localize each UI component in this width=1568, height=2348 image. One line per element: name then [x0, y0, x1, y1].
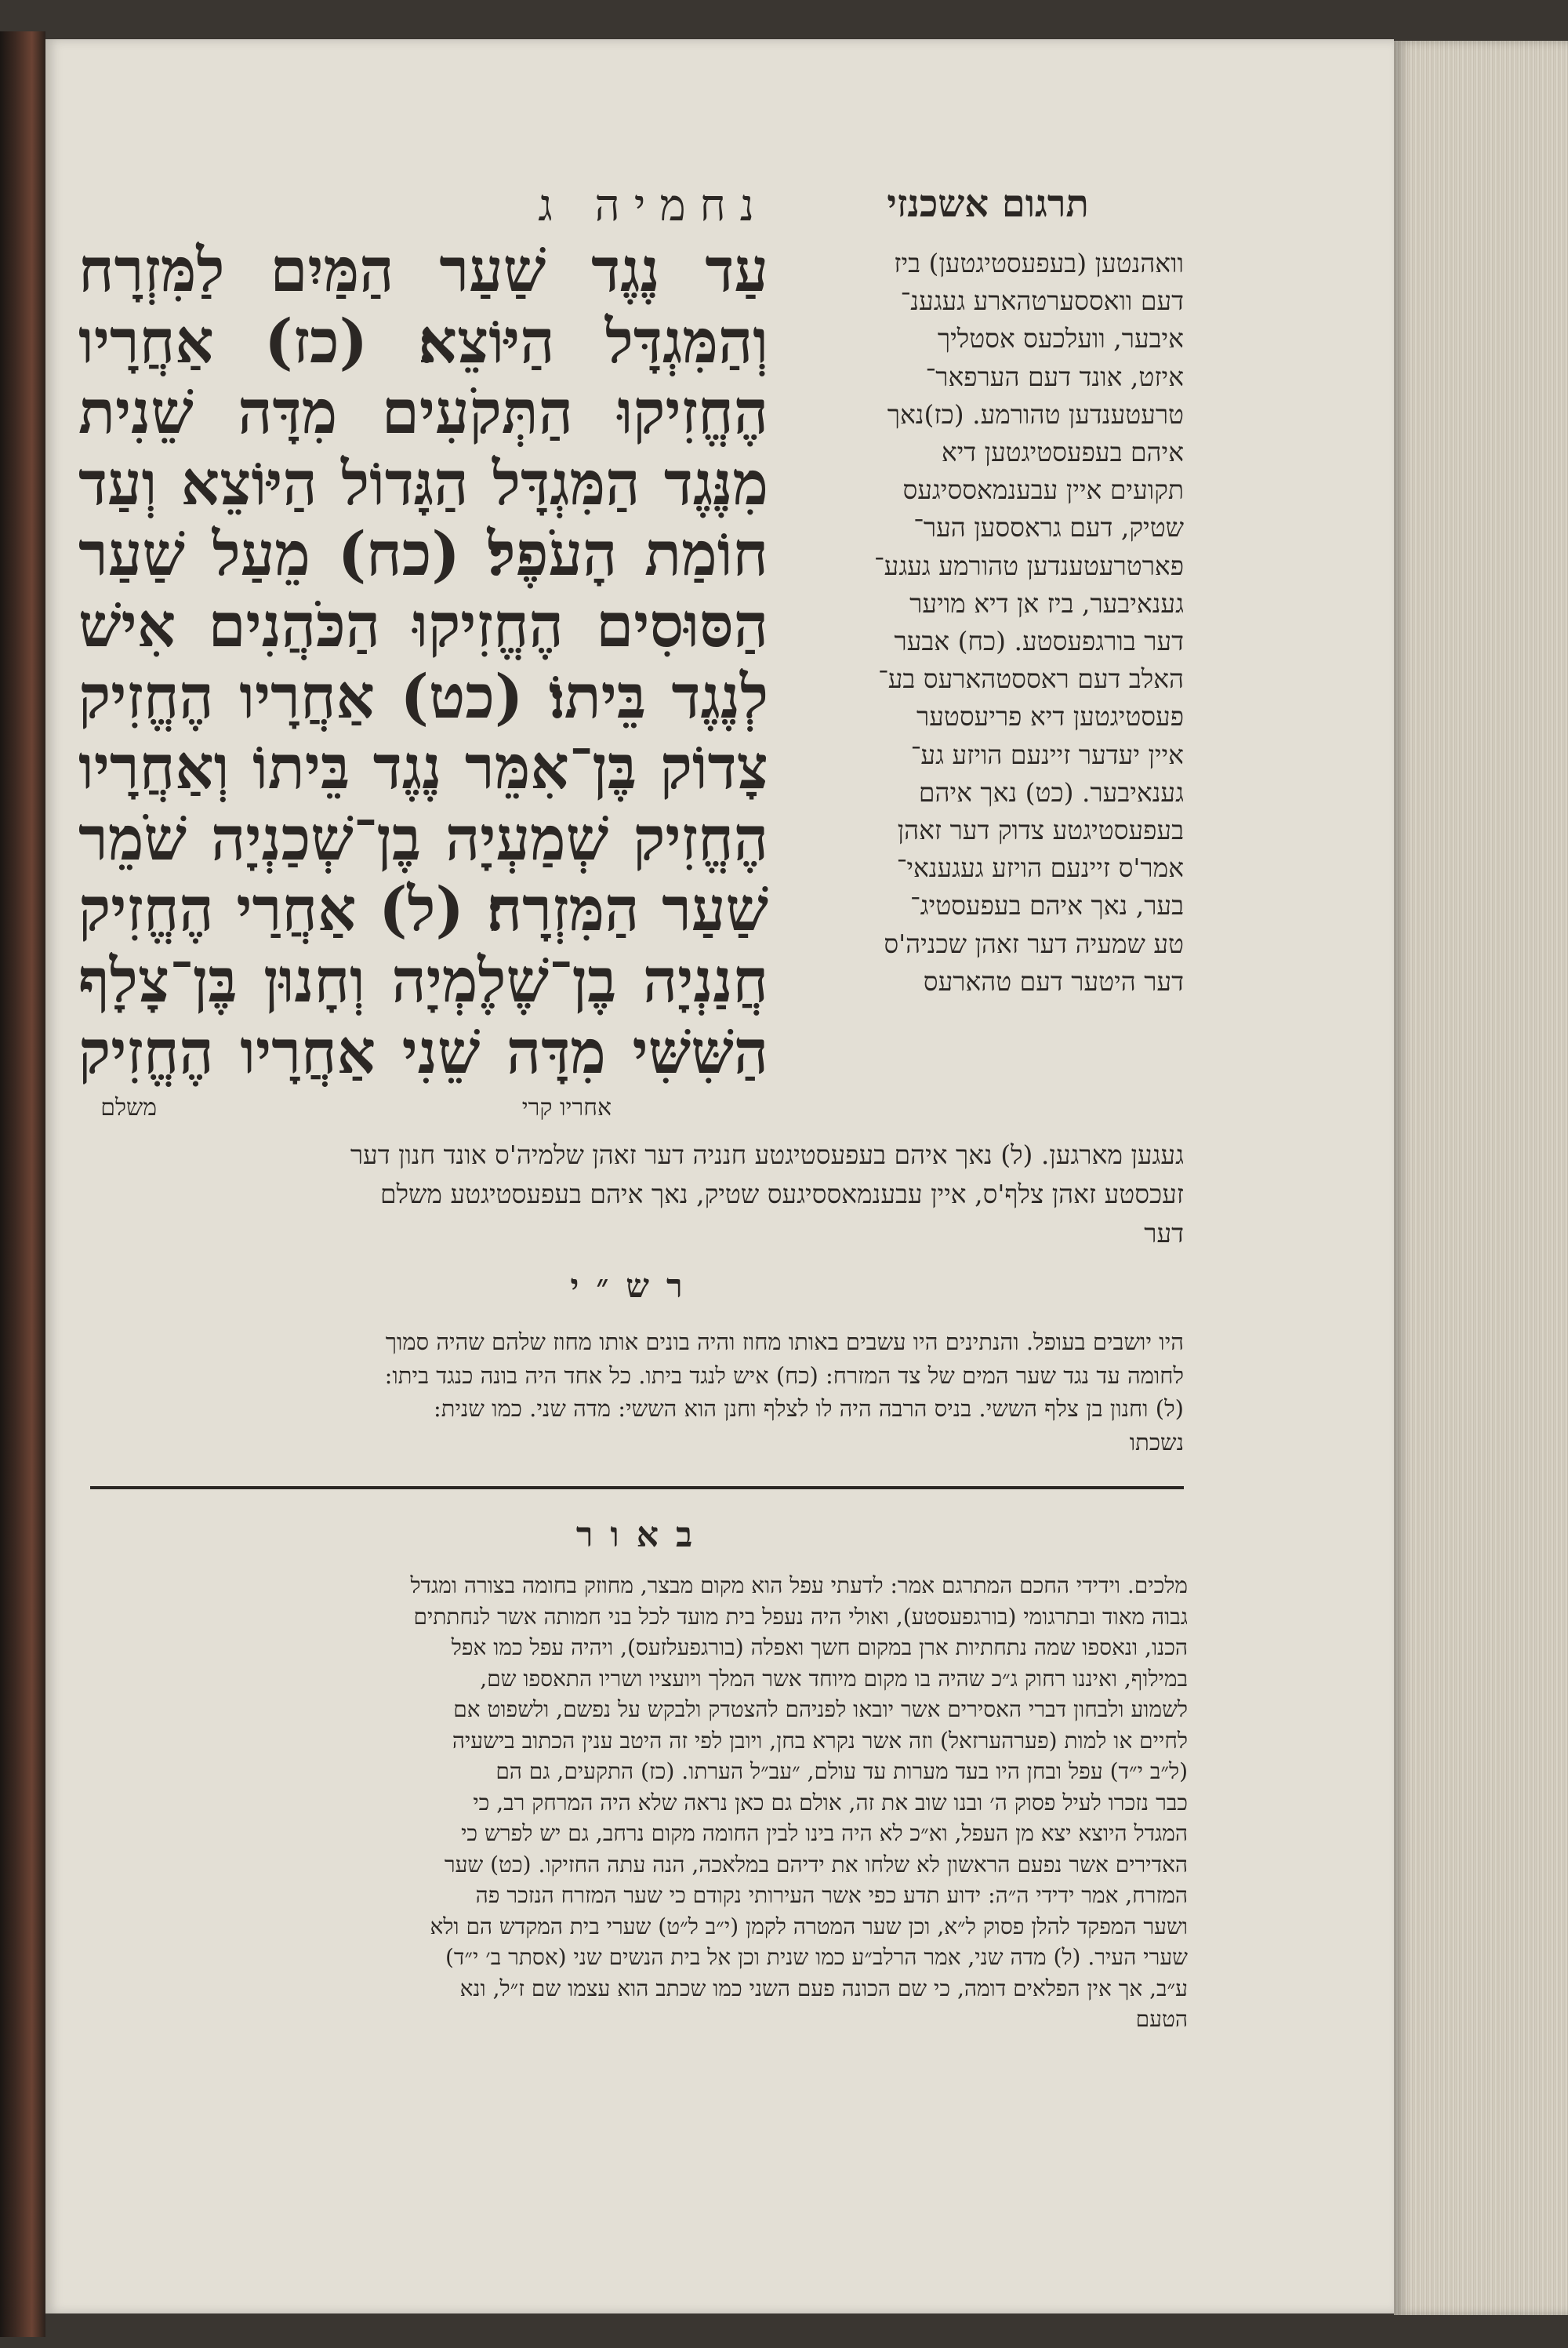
book-cover-edge	[0, 31, 45, 2337]
rashi-heading: רש״י	[570, 1267, 700, 1305]
targum-line: דער היטער דעם טהארעס	[923, 965, 1184, 997]
biur-line: האדירים אשר נפעם הראשון לא שלחו את ידיהם במלאכה, הנה עתה החזיקו. (כט) שער	[444, 1851, 1188, 1877]
targum-line: אמר'ס זיינעם הויזע געגענאי־	[896, 852, 1184, 884]
targum-line: בעפעסטיגטע צדוק דער זאהן	[897, 815, 1184, 846]
biur-line: לשמוע ולבחון דברי האסירים אשר יובאו לפניהם להצטדק ולבקש על נפשם, ולשפוט אם	[453, 1696, 1188, 1722]
biur-commentary	[90, 1570, 1188, 2035]
biur-line: (ל״ב י״ד) עפל ובחן היו בעד מערות עד עולם, ״עב״ל הערתו. (כז) התקעים, גם הם	[495, 1758, 1188, 1784]
biur-line: גבוה מאוד ובתרגומי (בורגפעסטע), ואולי היה נעפל בית מועד לכל בני חמותה אשר לנחתתים	[413, 1603, 1188, 1630]
biur-line: המגדל היוצא יצא מן העפל, וא״כ לא היה בינו לבין החומה מקום נרחב, גם יש לפרש כי	[461, 1820, 1188, 1846]
verse-line: מִנֶּגֶד הַמִּגְדָּל הַגָּדוֹל הַיּוֹצֵא וְעַד	[78, 448, 768, 519]
biur-line: לחיים או למות (פערהערזאל) וזה אשר נקרא בחן, ויובן לפי זה היטב ענין הכתוב בישעיה	[452, 1727, 1188, 1754]
targum-line: זעכסטע זאהן צלף'ס, איין עבענמאססיגעס שטיק, נאך איהם בעפעסטיגטע משלם	[380, 1179, 1184, 1209]
book-chapter-header: נחמיה ג	[538, 180, 768, 231]
targum-line: איבער, וועלכעס אסטליך	[937, 323, 1184, 354]
keri-note: אחריו קרי	[521, 1094, 612, 1121]
verse-line: צָדוֹק בֶּן־אִמֵּר נֶגֶד בֵּיתוֹ וְאַחֲרָיו	[78, 732, 768, 804]
targum-line: גענאיבער, ביז אן דיא מויער	[909, 587, 1184, 619]
targum-line: געגען מארגען. (ל) נאך איהם בעפעסטיגטע חנניה דער זאהן שלמיה'ס אונד חנון דער	[350, 1139, 1184, 1170]
targum-continuation	[118, 1136, 1184, 1253]
targum-catchword: דער	[1144, 1218, 1184, 1249]
targum-line: איהם בעפעסטיגטען דיא	[941, 437, 1184, 468]
verse-column	[78, 235, 768, 1088]
verse-line: חֲנַנְיָה בֶן־שֶׁלֶמְיָה וְחָנוּן בֶּן־צָלָף	[78, 945, 768, 1016]
biur-line: מלכים. וידידי החכם המתרגם אמר: לדעתי עפל הוא מקום מבצר, מחוזק בחומה בצורה ומגדל	[410, 1572, 1188, 1598]
targum-line: טרעטענדען טהורמע. (כז)נאך	[887, 398, 1184, 430]
keri-footer	[78, 1094, 768, 1125]
targum-header: תרגום אשכנזי	[887, 182, 1089, 226]
targum-line: דער בורגפעסטע. (כח) אבער	[894, 626, 1184, 657]
targum-line: שטיק, דעם גראססען הער־	[913, 512, 1184, 543]
rashi-line: היו יושבים בעופל. והנתינים היו עשבים באותו מחוז והיה בונים אותו מחוז שלהם שהיה סמוך	[385, 1328, 1184, 1355]
verse-line: עַד נֶגֶד שַׁעַר הַמַּיִם לַמִּזְרָח	[78, 235, 768, 306]
rashi-line: (ל) וחנון בן צלף הששי. בניס הרבה היה לו לצלף וחנן הוא הששי: מדה שני. כמו שנית:	[433, 1395, 1184, 1422]
page-edges	[1394, 41, 1568, 2315]
biur-line: במילוף, ואיננו רחוק ג״כ שהיה בו מקום מיוחד אשר המלך ויועציו ושריו התאספו שם,	[480, 1665, 1188, 1692]
catchword: משלם	[100, 1094, 157, 1121]
section-divider	[90, 1486, 1184, 1489]
verse-line: וְהַמִּגְדָּל הַיּוֹצֵא׃ (כז) אַחֲרָיו	[78, 306, 768, 377]
targum-line: פארטרעטענדען טהורמע געגע־	[874, 550, 1184, 581]
biur-line: ושער המפקד להלן פסוק ל״א, וכן שער המטרה לקמן (י״ב ל״ט) שערי בית המקדש הם ולא	[430, 1913, 1188, 1939]
verse-line: חוֹמַת הָעֹפֶל׃ (כח) מֵעַל שַׁעַר	[78, 519, 768, 591]
targum-line: איזט, אונד דעם הערפאר־	[925, 361, 1184, 392]
biur-line: הכנו, ונאספו שמה נתחתיות ארן במקום חשך ואפלה (בורגפעלזעס), ויהיה עפל כמו אפל	[451, 1634, 1188, 1660]
targum-line: טע שמעיה דער זאהן שכניה'ס	[884, 928, 1184, 959]
rashi-catchword: נשכתו	[1129, 1428, 1184, 1456]
verse-line: הַסּוּסִים הֶחֱזִיקוּ הַכֹּהֲנִים אִישׁ	[78, 590, 768, 661]
verse-line: הֶחֱזִיקוּ הַתְּקֹעִים מִדָּה שֵׁנִית	[78, 377, 768, 449]
biur-line: שערי העיר. (ל) מדה שני, אמר הרלב״ע כמו שנית וכן אל בית הנשים שני (אסתר ב׳ י״ד)	[445, 1944, 1188, 1970]
targum-line: גענאיבער. (כט) נאך איהם	[918, 776, 1184, 808]
biur-line: כבר נזכרו לעיל פסוק ה׳ ובנו שוב את זה, אולם גם כאן נראה שלא היה המרחק רב, כי	[473, 1789, 1188, 1816]
targum-column	[808, 245, 1184, 1001]
verse-line: הֶחֱזִיק שְׁמַעְיָה בֶן־שְׁכַנְיָה שֹׁמֵר	[78, 803, 768, 874]
rashi-commentary	[94, 1325, 1184, 1459]
targum-line: פעסטיגטען דיא פריעסטער	[916, 701, 1184, 732]
verse-line: הַשִּׁשִּׁי מִדָּה שֵׁנִי אַחֲרָיו הֶחֱזִיק	[78, 1016, 768, 1088]
targum-line: תקועים איין עבענמאססיגעס	[902, 474, 1184, 506]
biur-catchword: הטעם	[1135, 2006, 1188, 2032]
biur-heading: באור	[575, 1515, 710, 1555]
biur-line: המזרח, אמר ידידי ה״ה: ידוע תדע כפי אשר העירותי נקודם כי שער המזרח הנזכר פה	[475, 1882, 1188, 1908]
targum-line: איין יעדער זיינעם הויזע גע־	[910, 739, 1184, 770]
biur-line: ע״ב, אך אין הפלאים דומה, כי שם הכונה פעם השני כמו שכתב הוא עצמו שם ז״ל, ונא	[459, 1975, 1188, 2001]
targum-line: בער, נאך איהם בעפעסטיג־	[910, 890, 1184, 921]
targum-line: האלב דעם ראססטהארעס בע־	[878, 663, 1184, 695]
verse-line: שַׁעַר הַמִּזְרָח׃ (ל) אַחֲרַי הֶחֱזִיק	[78, 874, 768, 946]
rashi-line: לחומה עד נגד שער המים של צד המזרח: (כח) איש לנגד ביתו. כל אחד היה בונה כנגד ביתו:	[384, 1361, 1184, 1389]
targum-line: וואהנטען (בעפעסטיגטען) ביז	[894, 248, 1184, 278]
targum-line: דעם וואססערטהארע געגענ־	[900, 285, 1184, 317]
verse-line: לְנֶגֶד בֵּיתוֹ׃ (כט) אַחֲרָיו הֶחֱזִיק	[78, 661, 768, 732]
